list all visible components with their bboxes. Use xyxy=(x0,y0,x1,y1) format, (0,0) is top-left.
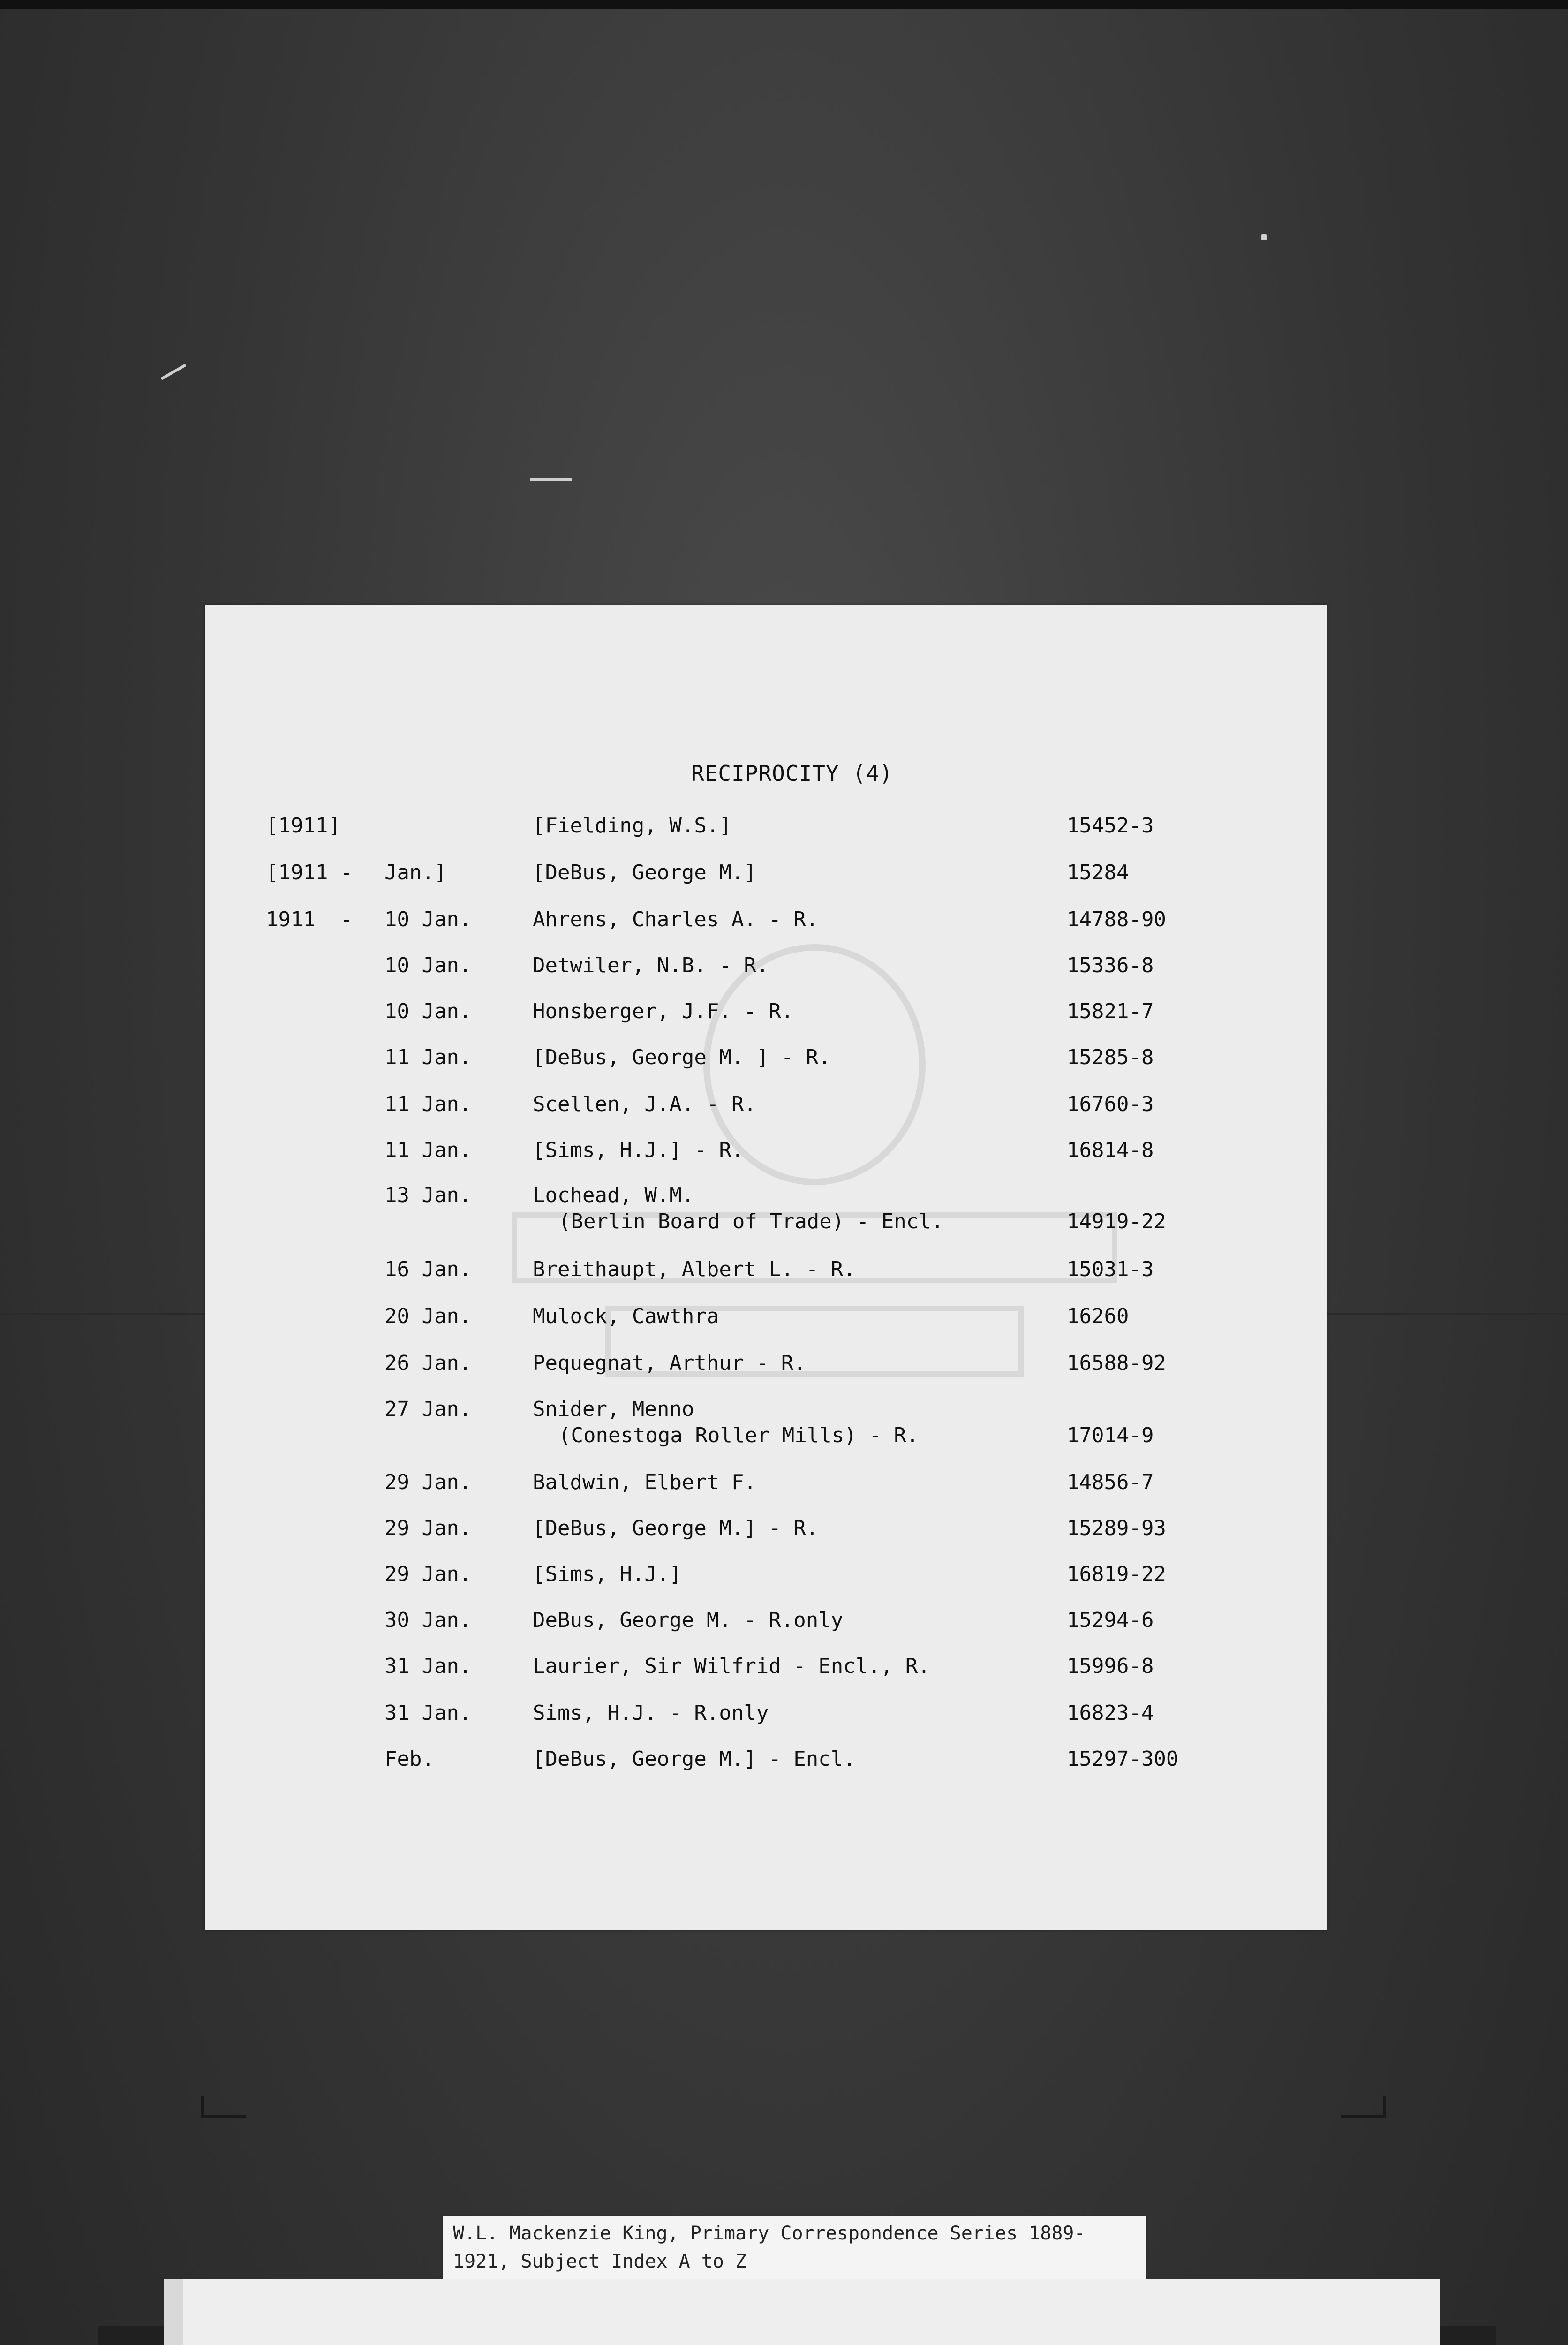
entry-date: 31 Jan. xyxy=(384,1701,472,1725)
entry-name: DeBus, George M. - R.only xyxy=(533,1608,844,1632)
entry-name: Mulock, Cawthra xyxy=(533,1304,719,1328)
entry-name: [DeBus, George M.] xyxy=(533,861,756,885)
entry-reference: 14788-90 xyxy=(1067,908,1166,931)
dust-speck xyxy=(530,478,572,481)
entry-reference: 15452-3 xyxy=(1067,814,1154,838)
entry-reference: 15284 xyxy=(1067,861,1129,885)
entry-reference: 16260 xyxy=(1067,1304,1129,1328)
entry-date: 10 Jan. xyxy=(384,953,472,977)
dust-speck xyxy=(1261,234,1267,240)
entry-reference: 16760-3 xyxy=(1067,1092,1154,1116)
entry-date: 29 Jan. xyxy=(384,1562,472,1586)
entry-name: Breithaupt, Albert L. - R. xyxy=(533,1257,856,1281)
entry-date: 11 Jan. xyxy=(384,1092,472,1116)
film-edge-top xyxy=(0,0,1568,9)
entry-year: [1911 - xyxy=(266,861,353,885)
caption-line-2: 1921, Subject Index A to Z xyxy=(453,2251,747,2272)
entry-date: Feb. xyxy=(384,1747,434,1771)
entry-date: 11 Jan. xyxy=(384,1138,472,1162)
entry-reference: 14919-22 xyxy=(1067,1210,1166,1233)
entry-name: Detwiler, N.B. - R. xyxy=(533,953,769,977)
registration-mark-left xyxy=(201,2096,246,2118)
entry-name: Ahrens, Charles A. - R. xyxy=(533,908,819,931)
entry-name: [DeBus, George M.] - R. xyxy=(533,1516,819,1540)
entry-date: 27 Jan. xyxy=(384,1397,472,1421)
entry-reference: 16819-22 xyxy=(1067,1562,1166,1586)
entry-date: 10 Jan. xyxy=(384,908,472,931)
entry-reference: 15031-3 xyxy=(1067,1257,1154,1281)
registration-mark-right xyxy=(1341,2096,1386,2118)
entry-name: Baldwin, Elbert F. xyxy=(533,1470,756,1494)
entry-date: 30 Jan. xyxy=(384,1608,472,1632)
entry-name: [Fielding, W.S.] xyxy=(533,814,731,838)
entry-name: Pequegnat, Arthur - R. xyxy=(533,1351,806,1375)
entry-reference: 14856-7 xyxy=(1067,1470,1154,1494)
entry-date: 31 Jan. xyxy=(384,1654,472,1678)
entry-date: 29 Jan. xyxy=(384,1516,472,1540)
entry-year: [1911] xyxy=(266,814,340,838)
entry-name: Laurier, Sir Wilfrid - Encl., R. xyxy=(533,1654,930,1678)
entry-name: [Sims, H.J.] - R. xyxy=(533,1138,744,1162)
entry-date: 26 Jan. xyxy=(384,1351,472,1375)
entry-reference: 16588-92 xyxy=(1067,1351,1166,1375)
entry-name: Honsberger, J.F. - R. xyxy=(533,999,794,1023)
entry-date: 10 Jan. xyxy=(384,999,472,1023)
entry-date: 16 Jan. xyxy=(384,1257,472,1281)
entry-date: 13 Jan. xyxy=(384,1183,472,1207)
caption-line-1: W.L. Mackenzie King, Primary Correspondence Series 1889- xyxy=(453,2223,1086,2244)
entry-reference: 15297-300 xyxy=(1067,1747,1179,1771)
entry-reference: 15289-93 xyxy=(1067,1516,1166,1540)
entry-reference: 15285-8 xyxy=(1067,1045,1154,1069)
entry-name: Sims, H.J. - R.only xyxy=(533,1701,769,1725)
entry-reference: 17014-9 xyxy=(1067,1423,1154,1447)
entry-reference: 16814-8 xyxy=(1067,1138,1154,1162)
entry-reference: 15996-8 xyxy=(1067,1654,1154,1678)
entry-reference: 16823-4 xyxy=(1067,1701,1154,1725)
archives-stamp-card xyxy=(164,2279,1440,2345)
document-title: RECIPROCITY (4) xyxy=(691,761,893,786)
entry-name: [Sims, H.J.] xyxy=(533,1562,682,1586)
entry-reference: 15336-8 xyxy=(1067,953,1154,977)
entry-name: Scellen, J.A. - R. xyxy=(533,1092,756,1116)
entry-date: 29 Jan. xyxy=(384,1470,472,1494)
collection-caption xyxy=(443,2216,1146,2282)
entry-date: 11 Jan. xyxy=(384,1045,472,1069)
entry-detail: (Conestoga Roller Mills) - R. xyxy=(558,1423,919,1447)
entry-name: Lochead, W.M. xyxy=(533,1183,694,1207)
entry-name: [DeBus, George M. ] - R. xyxy=(533,1045,831,1069)
entry-name: Snider, Menno xyxy=(533,1397,694,1421)
entry-year: 1911 - xyxy=(266,908,353,931)
entry-reference: 15821-7 xyxy=(1067,999,1154,1023)
entry-name: [DeBus, George M.] - Encl. xyxy=(533,1747,856,1771)
entry-detail: (Berlin Board of Trade) - Encl. xyxy=(558,1210,944,1233)
entry-date: Jan.] xyxy=(384,861,447,885)
entry-reference: 15294-6 xyxy=(1067,1608,1154,1632)
entry-date: 20 Jan. xyxy=(384,1304,472,1328)
